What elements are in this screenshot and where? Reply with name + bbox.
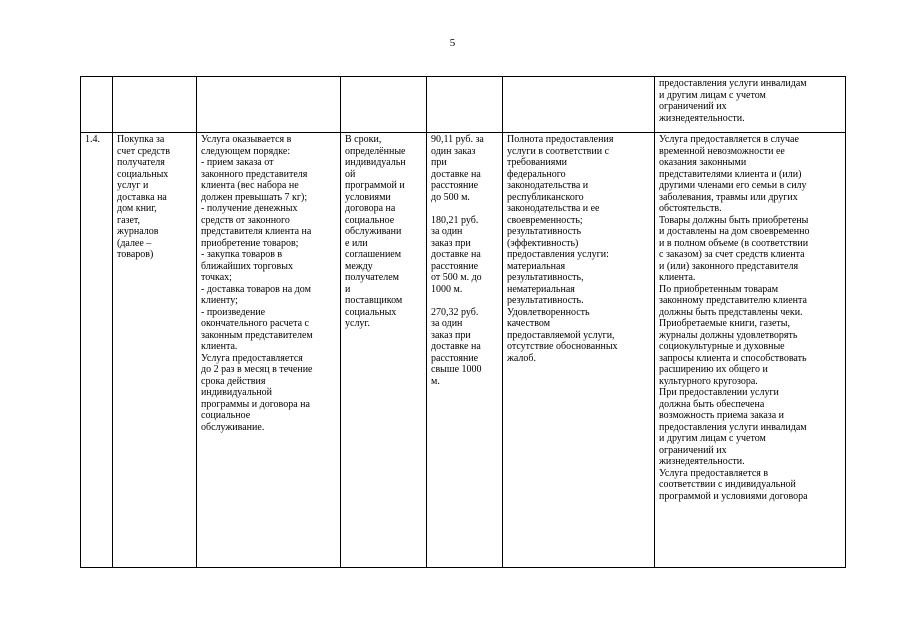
cell-number: 1.4. (81, 133, 113, 568)
cell-empty (427, 77, 503, 133)
cell-service-conditions: Услуга предоставляется в случае временной невозможности ее оказания законными представителями клиента и (или) другими членами его семьи в силу заболевания, травмы или других обстоятельств. Товары должны быть приобретены и доставлены на дом своевременно и в полном объеме (в соответствии с заказом) за счет средств клиента и (или) законного представителя клиента. По приобретенным товарам законному представителю клиента должны быть представлены чеки. Приобретаемые книги, газеты, журналы должны удовлетворять социокультурные и духовные запросы клиента и способствовать расширению их общего и культурного кругозора. При предоставлении услуги должна быть обеспечена возможность приема заказа и предоставления услуги инвалидам и другим лицам с учетом ограничений их жизнедеятельности. Услуга предоставляется в соответствии с индивидуальной программой и условиями договора (655, 133, 846, 568)
cell-service-description: Услуга оказывается в следующем порядке: - прием заказа от законного представителя клиента (вес набора не должен превышать 7 кг); - получение денежных средств от законного представителя клиента на приобретение товаров; - закупка товаров в ближайших торговых точках; - доставка товаров на дом клиенту; - произведение окончательного расчета с законным представителем клиента. Услуга предоставляется до 2 раз в месяц в течение срока действия индивидуальной программы и договора на социальное обслуживание. (197, 133, 341, 568)
cell-empty (81, 77, 113, 133)
cell-conditions-continued: предоставления услуги инвалидам и другим лицам с учетом ограничений их жизнедеятельности. (655, 77, 846, 133)
table-row-continuation (81, 77, 846, 133)
cell-empty (113, 77, 197, 133)
cell-empty (197, 77, 341, 133)
cell-service-terms: В сроки, определённые индивидуальн ой программой и условиями договора на социальное обслуживани е или соглашением между получателем и поставщиком социальных услуг. (341, 133, 427, 568)
cell-service-tariff: 90,11 руб. за один заказ при доставке на расстояние до 500 м. 180,21 руб. за один заказ при доставке на расстояние от 500 м. до 1000 м. 270,32 руб. за один заказ при доставке на расстояние свыше 1000 м. (427, 133, 503, 568)
services-table (80, 76, 846, 568)
cell-quality-indicators: Полнота предоставления услуги в соответствии с требованиями федерального законодательства и республиканского законодательства и ее своевременность; результативность (эффективность) предоставления услуги: материальная результативность, нематериальная результативность. Удовлетворенность качеством предоставляемой услуги, отсутствие обоснованных жалоб. (503, 133, 655, 568)
table-row-service-1-4 (81, 133, 846, 568)
cell-empty (341, 77, 427, 133)
cell-service-name: Покупка за счет средств получателя социальных услуг и доставка на дом книг, газет, журналов (далее – товаров) (113, 133, 197, 568)
cell-empty (503, 77, 655, 133)
page-number: 5 (449, 37, 456, 49)
